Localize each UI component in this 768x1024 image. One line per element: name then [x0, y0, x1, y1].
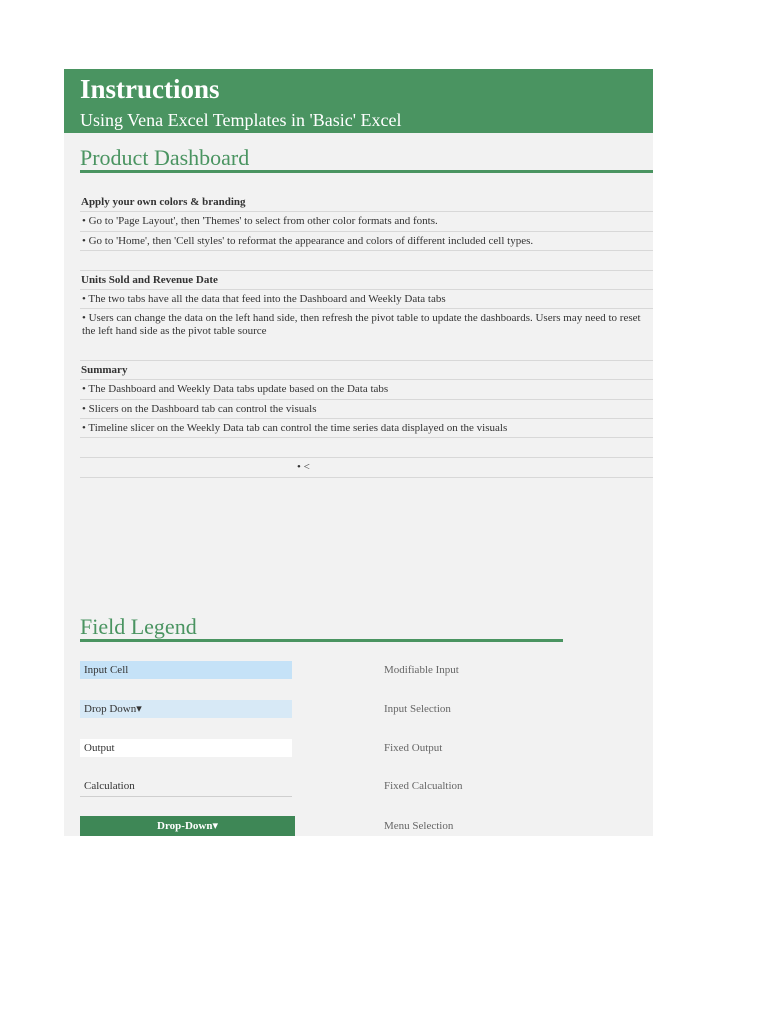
field-legend-rule	[80, 639, 563, 642]
branding-heading: Apply your own colors & branding	[80, 193, 653, 212]
page-title: Instructions	[80, 74, 220, 104]
branding-item: • Go to 'Home', then 'Cell styles' to reformat the appearance and colors of different included cell types.	[80, 232, 653, 251]
summary-heading: Summary	[80, 361, 653, 380]
summary-item: • Timeline slicer on the Weekly Data tab can control the time series data displayed on the visuals	[80, 419, 653, 438]
field-legend-title: Field Legend	[80, 614, 197, 639]
blank-row	[80, 438, 653, 458]
back-link[interactable]: • <	[297, 461, 310, 473]
blank-row	[80, 251, 653, 271]
legend-calculation: Calculation	[80, 777, 292, 797]
legend-menu-desc: Menu Selection	[384, 820, 454, 832]
legend-dropdown[interactable]: Drop Down▾	[80, 700, 292, 718]
instructions-header	[64, 69, 653, 133]
legend-output-desc: Fixed Output	[384, 742, 443, 754]
legend-dropdown-desc: Input Selection	[384, 703, 451, 715]
units-item: • Users can change the data on the left hand side, then refresh the pivot table to update the dashboards. Users may need to reset the left hand side as the pivot table source	[80, 309, 653, 361]
instructions-sheet	[64, 69, 653, 836]
legend-calculation-desc: Fixed Calcualtion	[384, 780, 463, 792]
branding-item: • Go to 'Page Layout', then 'Themes' to select from other color formats and fonts.	[80, 212, 653, 232]
legend-input-desc: Modifiable Input	[384, 664, 459, 676]
nav-row	[80, 458, 653, 478]
product-dashboard-title: Product Dashboard	[80, 145, 250, 170]
units-item: • The two tabs have all the data that feed into the Dashboard and Weekly Data tabs	[80, 290, 653, 309]
summary-item: • Slicers on the Dashboard tab can control the visuals	[80, 400, 653, 419]
page-subtitle: Using Vena Excel Templates in 'Basic' Excel	[80, 110, 402, 130]
legend-input-cell[interactable]: Input Cell	[80, 661, 292, 679]
legend-menu-dropdown[interactable]: Drop-Down▾	[80, 816, 295, 836]
product-dashboard-rule	[80, 170, 653, 173]
summary-item: • The Dashboard and Weekly Data tabs update based on the Data tabs	[80, 380, 653, 400]
units-heading: Units Sold and Revenue Date	[80, 271, 653, 290]
legend-output: Output	[80, 739, 292, 757]
